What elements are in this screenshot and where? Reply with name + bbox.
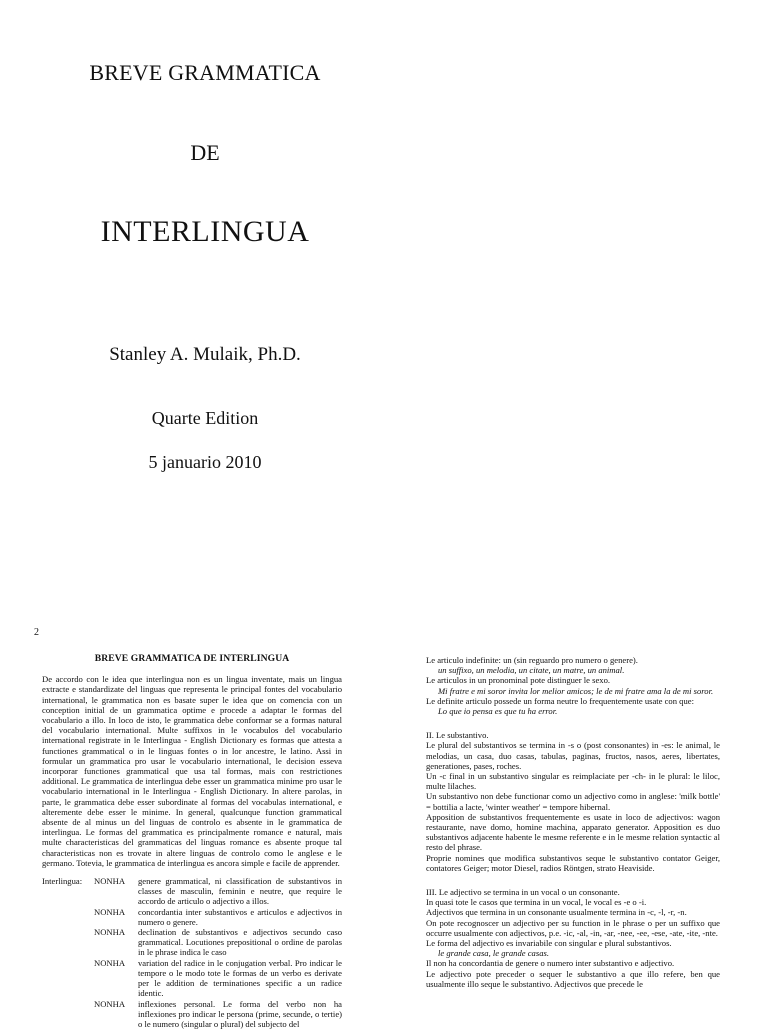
table-label [42, 927, 94, 958]
section-3-line: Adjectivos que termina in un consonante usualmente termina in -c, -l, -r, -n. [426, 907, 720, 917]
article-example: un suffixo, un melodia, un citate, un matre, un animal. [426, 665, 720, 675]
cover-author: Stanley A. Mulaik, Ph.D. [0, 344, 410, 366]
table-tag: NONHA [94, 907, 138, 927]
article-example: Mi fratre e mi soror invita lor melior amicos; le de mi fratre ama la de mi soror. [426, 686, 720, 696]
table-text: declination de substantivos e adjectivos secundo caso grammatical. Locutiones prepositional o ordine de parolas in le phrase indica le caso [138, 927, 342, 958]
right-column [426, 655, 720, 989]
article-line: Le articulos in un pronominal pote distinguer le sexo. [426, 675, 720, 685]
cover-title-line3: INTERLINGUA [0, 215, 410, 249]
cover-date: 5 januario 2010 [0, 452, 410, 473]
table-text: variation del radice in le conjugation verbal. Pro indicar le tempore o le modo tote le formas de un verbo es derivate per le addition de terminationes specific a un radice identic. [138, 958, 342, 999]
table-text: concordantia inter substantivos e articulos e adjectivos in numero o genere. [138, 907, 342, 927]
section-2-line: Le plural del substantivos se termina in -s o (post consonantes) in -es: le animal, le melodias, un casa, duo casas, tabulas, paginas, fructos, nasos, aeres, libertates, generationes, pases, roches. [426, 740, 720, 771]
section-3-line: In quasi tote le casos que termina in un vocal, le vocal es -e o -i. [426, 897, 720, 907]
section-3-line: Le adjectivo pote preceder o sequer le substantivo a que illo refere, ben que usualmente illo seque le substantivo. Adjectivos que precede le [426, 969, 720, 989]
section-2-line: Un substantivo non debe functionar como un adjectivo como in anglese: 'milk bottle' = bottilia a lacte, 'winter weather' = tempore hibernal. [426, 791, 720, 811]
article-example: Lo que io pensa es que tu ha error. [426, 706, 720, 716]
table-label: Interlingua: [42, 876, 94, 907]
section-3-example: le grande casa, le grande casas. [426, 948, 720, 958]
article-line: Le definite articulo possede un forma neutre lo frequentemente usate con que: [426, 696, 720, 706]
table-label [42, 958, 94, 999]
article-line: Le articulo indefinite: un (sin reguardo pro numero o genere). [426, 655, 720, 665]
section-3-line: On pote recognoscer un adjectivo per su function in le phrase o per un suffixo que occurre usualmente con adjectivos, p.e. -ic, -al, -in, -ar, -nee, -ee, -ese, -ate, -ite, -nte. [426, 918, 720, 938]
cover-title-line2: DE [0, 140, 410, 166]
section-2-line: Un -c final in un substantivo singular es reimplaciate per -ch- in le plural: le liloc, multe lilaches. [426, 771, 720, 791]
section-2-heading: II. Le substantivo. [426, 730, 720, 740]
table-tag: NONHA [94, 958, 138, 999]
section-2-line: Proprie nomines que modifica substantivos seque le substantivo contator Geiger, contatores Geiger; motor Diesel, radios Röntgen, strato Heaviside. [426, 853, 720, 873]
left-column [42, 654, 342, 1029]
table-tag: NONHA [94, 927, 138, 958]
section-3-line: Il non ha concordantia de genere o numero inter substantivo e adjectivo. [426, 958, 720, 968]
section-heading: BREVE GRAMMATICA DE INTERLINGUA [42, 654, 342, 664]
cover-edition: Quarte Edition [0, 408, 410, 429]
table-text: inflexiones personal. Le forma del verbo non ha inflexiones pro indicar le persona (prime, secunde, o tertie) o le numero (singular o plural) del subjecto del [138, 999, 342, 1029]
section-2-line: Apposition de substantivos frequentemente es usate in loco de adjectivos: wagon restaurante, nave domo, homine machina, apparato generator. Apposition es duo substantivos adjacente habente le mesme referente e in le mesme relation syntactic al resto del phrase. [426, 812, 720, 853]
section-3-line: Le forma del adjectivo es invariabile con singular e plural substantivos. [426, 938, 720, 948]
table-tag: NONHA [94, 876, 138, 907]
intro-paragraph: De accordo con le idea que interlingua non es un lingua inventate, mais un lingua extracte e standardizate del linguas que representa le principal fontes del vocabulario international, le grammatica non es basate super le idea que on comencia con un conception initial de un grammatica optime e procede a adaptar le formas del vocabulario a illo. In loco de isto, le grammatica debe conformar se a formas natural del vocabulario international. Multe suffixos in le vocabulos del vocabulario international registrate in le Interlingua - English Dictionary es formas que attesta a functiones grammatical o in le linguas fontes o in lor ancestre, le latino. Assi in formular un grammatica pro usar le vocabulario international, le decision esseva incorporar functiones grammatical que usa tal formas, mais con restrictiones additional. Le grammatica de interlingua debe esser un grammatica minime pro usar le vocabulario international in le Interlingua - English Dictionary. In altere parolas, in parte, le grammatica debe esser subordinate al formas del vocabulas international, e alteremente debe esser le minime. In general, qualcunque function grammatical absente de al minus un del linguas de controlo es absente in le grammatica de interlingua. Le formas del grammatica es principalmente romance e natural, mais multe characteristicas del grammaticas del linguas romance es absente proque tal characteristicas non es trovate in altere linguas de controlo como le anglese e le germano. Totevia, le grammatica de interlingua es ancora simple e facile de apprender. [42, 674, 342, 868]
section-3-heading: III. Le adjectivo se termina in un vocal o un consonante. [426, 887, 720, 897]
table-label [42, 907, 94, 927]
cover-title-line1: BREVE GRAMMATICA [0, 60, 410, 86]
table-label [42, 999, 94, 1029]
table-tag: NONHA [94, 999, 138, 1029]
feature-table [42, 876, 342, 1029]
page-number: 2 [34, 627, 39, 638]
table-text: genere grammatical, ni classification de substantivos in classes de masculin, feminin e neutre, que require le accordo de articulo o adjectivo a illos. [138, 876, 342, 907]
